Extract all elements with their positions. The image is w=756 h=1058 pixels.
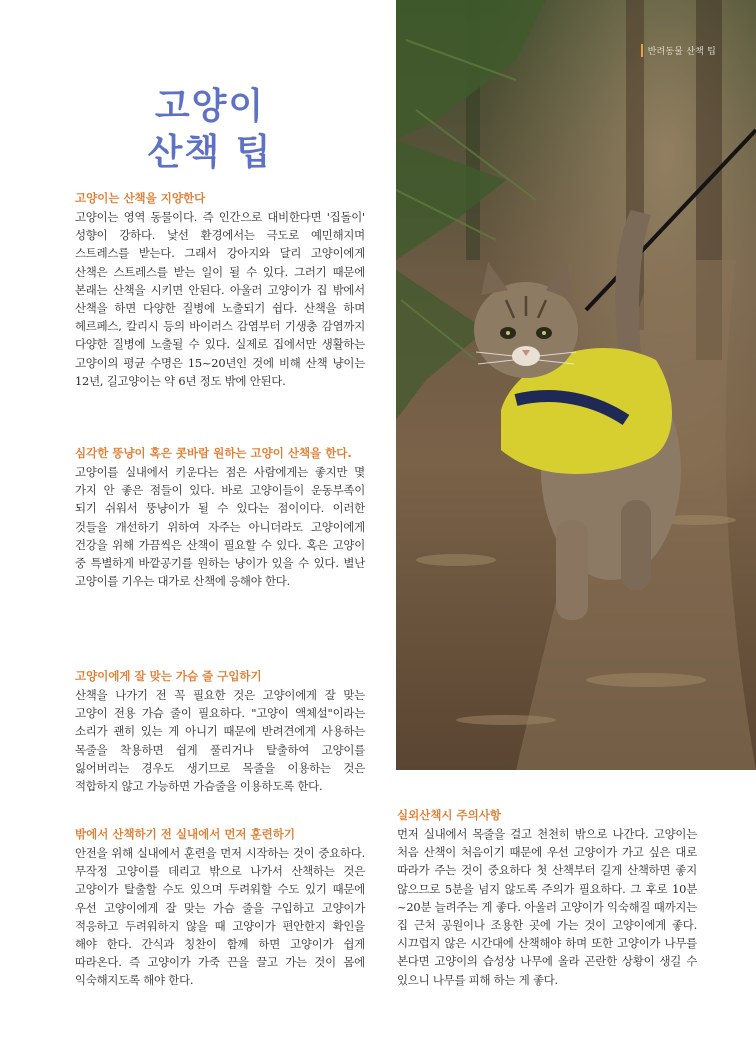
page-title <box>70 84 350 176</box>
section-body: 고양이를 실내에서 키운다는 점은 사람에게는 좋지만 몇 가지 안 좋은 점들이 있다. 바로 고양이들이 운동부족이 되기 쉬워서 뚱냥이가 될 수 있다는 점이이다. 이러한 것들을 개선하기 위하여 자주는 아니더라도 고양이에게 건강을 위해 가끔씩은 산책이 필요할 수 있다. 혹은 고양이 중 특별하게 바깥공기를 원하는 냥이가 있을 수 있다. 별난 고양이를 기우는 대가로 산책에 응해야 한다. <box>75 465 365 589</box>
section-avoid-walks <box>75 189 365 390</box>
title-line-2: 산책 팁 <box>147 132 273 173</box>
section-heading: 심각한 뚱냥이 혹은 콧바람 원하는 고양이 산책을 한다. <box>75 446 352 460</box>
section-harness <box>75 667 365 795</box>
section-body: 고양이는 영역 동물이다. 즉 인간으로 대비한다면 '집돌이' 성향이 강하다. 낯선 환경에서는 극도로 예민해지며 스트레스를 받는다. 그래서 강아지와 달리 고양이에게 산책은 스트레스를 받는 일이 될 수 있다. 그러기 때문에 본래는 산책을 시키면 안된다. 아울러 고양이가 집 밖에서 산책을 하면 다양한 질병에 노출되기 쉽다. 산책을 하며 헤르페스, 칼리시 등의 바이러스 감염부터 기생충 감염까지 다양한 질병에 노출될 수 있다. 실제로 집에서만 생활하는 고양이의 평균 수명은 15~20년인 것에 비해 산책 냥이는 12년, 길고양이는 약 6년 정도 밖에 안된다. <box>75 210 365 388</box>
section-heading: 고양이에게 잘 맞는 가슴 줄 구입하기 <box>75 669 262 683</box>
section-body: 먼저 실내에서 목줄을 걸고 천천히 밖으로 나간다. 고양이는 처음 산책이 처음이기 때문에 우선 고양이가 가고 싶은 대로 따라가 주는 것이 중요하다 첫 산책부터 길게 산책하면 좋지 않으므로 5분을 넘지 않도록 주의가 필요하다. 그 후로 10분~20분 늘려주는 게 좋다. 아울러 고양이가 익숙해질 때까지는 집 근처 공원이나 조용한 곳에 가는 것이 고양이에게 좋다. 시끄럽지 않은 시간대에 산책해야 하며 또한 고양이가 나무를 본다면 고양이의 습성상 나무에 올라 곤란한 상황이 생길 수 있으니 나무를 피해 하는 게 좋다. <box>397 827 697 987</box>
running-header: 반려동물 산책 팁 <box>641 44 716 57</box>
section-heading: 고양이는 산책을 지양한다 <box>75 191 206 205</box>
section-body: 산책을 나가기 전 꼭 필요한 것은 고양이에게 잘 맞는 고양이 전용 가슴 줄이 필요하다. "고양이 액체설"이라는 소리가 괜히 있는 게 아니기 때문에 반려견에게 사용하는 목줄을 착용하면 쉽게 풀리거나 탈출하여 고양이를 잃어버리는 경우도 생기므로 목줄을 이용하는 것은 적합하지 않고 가능하면 가슴줄을 이용하도록 한다. <box>75 688 365 794</box>
title-line-1: 고양이 <box>154 86 266 127</box>
section-outdoor-precautions <box>397 806 697 989</box>
section-body: 안전을 위해 실내에서 훈련을 먼저 시작하는 것이 중요하다. 무작정 고양이를 데리고 밖으로 나가서 산책하는 것은 고양이가 탈출할 수도 있으며 두려워할 수도 있기 때문에 우선 고양이에게 잘 맞는 가슴 줄을 구입하고 고양이가 적응하고 두려워하지 않을 때 고양이가 편안한지 확인을 해야 한다. 간식과 칭찬이 함께 하면 고양이가 쉽게 따라온다. 즉 고양이가 가죽 끈을 끌고 가는 것이 몸에 익숙해지도록 해야 한다. <box>75 846 365 988</box>
cat-walk-photo <box>396 0 756 770</box>
section-heading: 밖에서 산책하기 전 실내에서 먼저 훈련하기 <box>75 827 295 841</box>
section-overweight-cats <box>75 444 365 590</box>
cat-illustration <box>396 0 756 770</box>
section-heading: 실외산책시 주의사항 <box>397 808 501 822</box>
section-indoor-training <box>75 825 365 990</box>
